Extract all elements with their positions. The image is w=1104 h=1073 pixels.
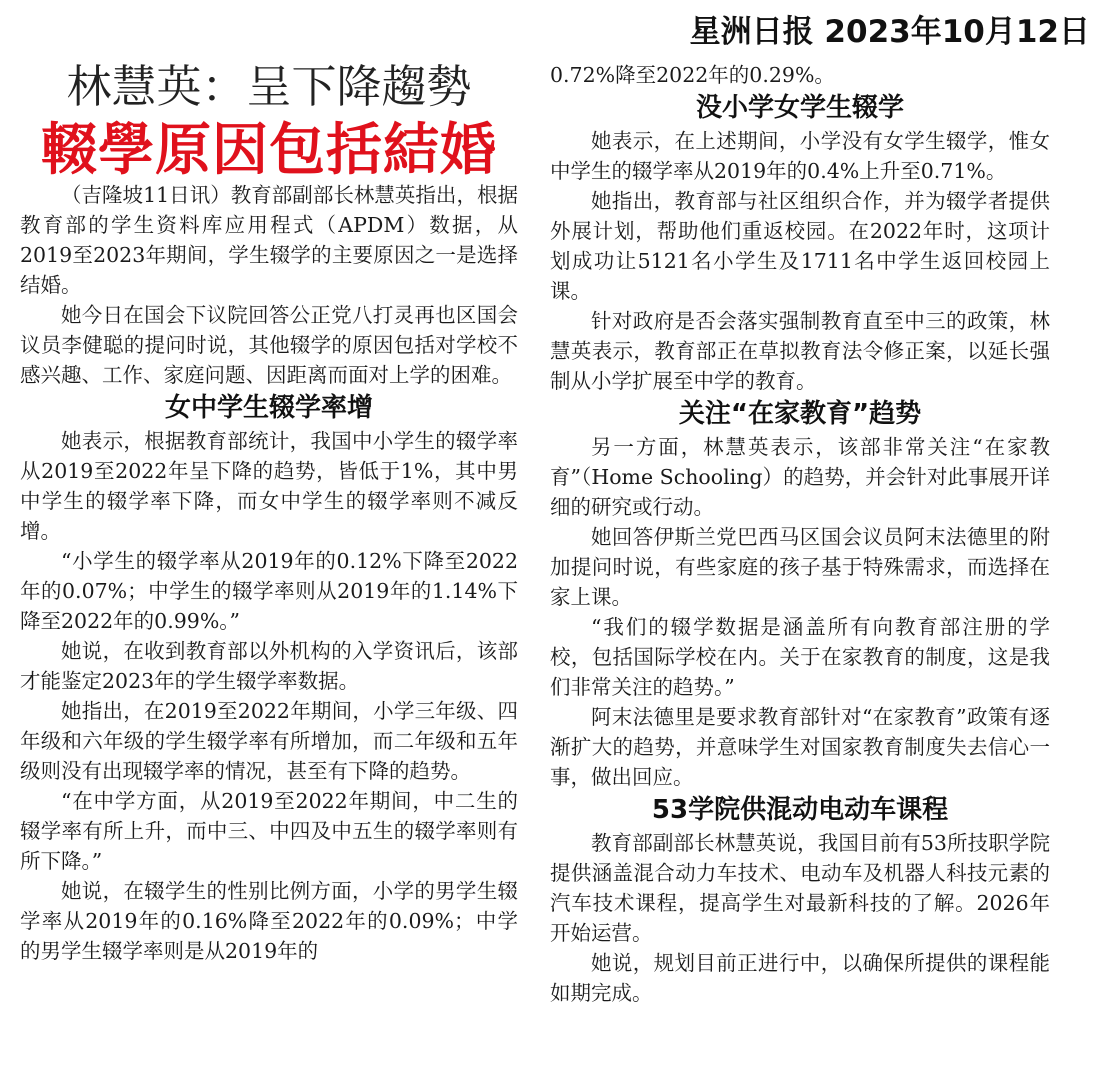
paragraph: 她回答伊斯兰党巴西马区国会议员阿末法德里的附加提问时说，有些家庭的孩子基于特殊需求，而选择在家上课。 [550,525,1050,609]
subheading: 没小学女学生辍学 [695,93,904,123]
paragraph: 她表示，在上述期间，小学没有女学生辍学，惟女中学生的辍学率从2019年的0.4%上升至0.71%。 [550,129,1050,183]
paragraph: “小学生的辍学率从2019年的0.12%下降至2022年的0.07%；中学生的辍学率则从2019年的1.14%下降至2022年的0.99%。” [20,549,518,633]
paragraph-continued: 0.72%降至2022年的0.29%。 [550,63,835,87]
paragraph: 阿末法德里是要求教育部针对“在家教育”政策有逐渐扩大的趋势，并意味学生对国家教育制度失去信心一事，做出回应。 [550,705,1050,789]
subheading: 53学院供混动电动车课程 [651,795,949,825]
paragraph: 教育部副部长林慧英说，我国目前有53所技职学院提供涵盖混合动力车技术、电动车及机器人科技元素的汽车技术课程，提高学生对最新科技的了解。2026年开始运营。 [550,831,1050,945]
article-right-column [550,60,1050,1008]
paragraph: 她今日在国会下议院回答公正党八打灵再也区国会议员李健聪的提问时说，其他辍学的原因包括对学校不感兴趣、工作、家庭问题、因距离而面对上学的困难。 [20,303,518,387]
paragraph: “在中学方面，从2019至2022年期间，中二生的辍学率有所上升，而中三、中四及中五生的辍学率则有所下降。” [20,789,518,873]
subheading: 关注“在家教育”趋势 [678,399,922,429]
paragraph: 她表示，根据教育部统计，我国中小学生的辍学率从2019至2022年呈下降的趋势，皆低于1%，其中男中学生的辍学率下降，而女中学生的辍学率则不减反增。 [20,429,518,543]
paragraph: 针对政府是否会落实强制教育直至中三的政策，林慧英表示，教育部正在草拟教育法令修正案，以延长强制从小学扩展至中学的教育。 [550,309,1050,393]
paragraph: “我们的辍学数据是涵盖所有向教育部注册的学校，包括国际学校在内。关于在家教育的制度，这是我们非常关注的趋势。” [550,615,1050,699]
subheading: 女中学生辍学率增 [164,393,373,423]
masthead-date: 星洲日报 2023年10月12日 [689,14,1090,50]
paragraph: 她指出，教育部与社区组织合作，并为辍学者提供外展计划，帮助他们重返校园。在2022年时，这项计划成功让5121名小学生及1711名中学生返回校园上课。 [550,189,1050,303]
paragraph: 另一方面，林慧英表示，该部非常关注“在家教育”（Home Schooling）的趋势，并会针对此事展开详细的研究或行动。 [550,435,1050,519]
article-left-column [20,180,518,966]
paragraph: 她说，在收到教育部以外机构的入学资讯后，该部才能鉴定2023年的学生辍学率数据。 [20,639,518,693]
paragraph: 她说，规划目前正进行中，以确保所提供的课程能如期完成。 [550,951,1050,1005]
paragraph: 她指出，在2019至2022年期间，小学三年级、四年级和六年级的学生辍学率有所增加，而二年级和五年级则没有出现辍学率的情况，甚至有下降的趋势。 [20,699,518,783]
headline-line-2: 輟學原因包括結婚 [41,118,497,183]
paragraph: （吉隆坡11日讯）教育部副部长林慧英指出，根据教育部的学生资料库应用程式（APDM）数据，从2019至2023年期间，学生辍学的主要原因之一是选择结婚。 [20,183,518,297]
paragraph: 她说，在辍学生的性别比例方面，小学的男学生辍学率从2019年的0.16%降至2022年的0.09%；中学的男学生辍学率则是从2019年的 [20,879,518,963]
headline-line-1: 林慧英：呈下降趨勢 [66,60,472,113]
